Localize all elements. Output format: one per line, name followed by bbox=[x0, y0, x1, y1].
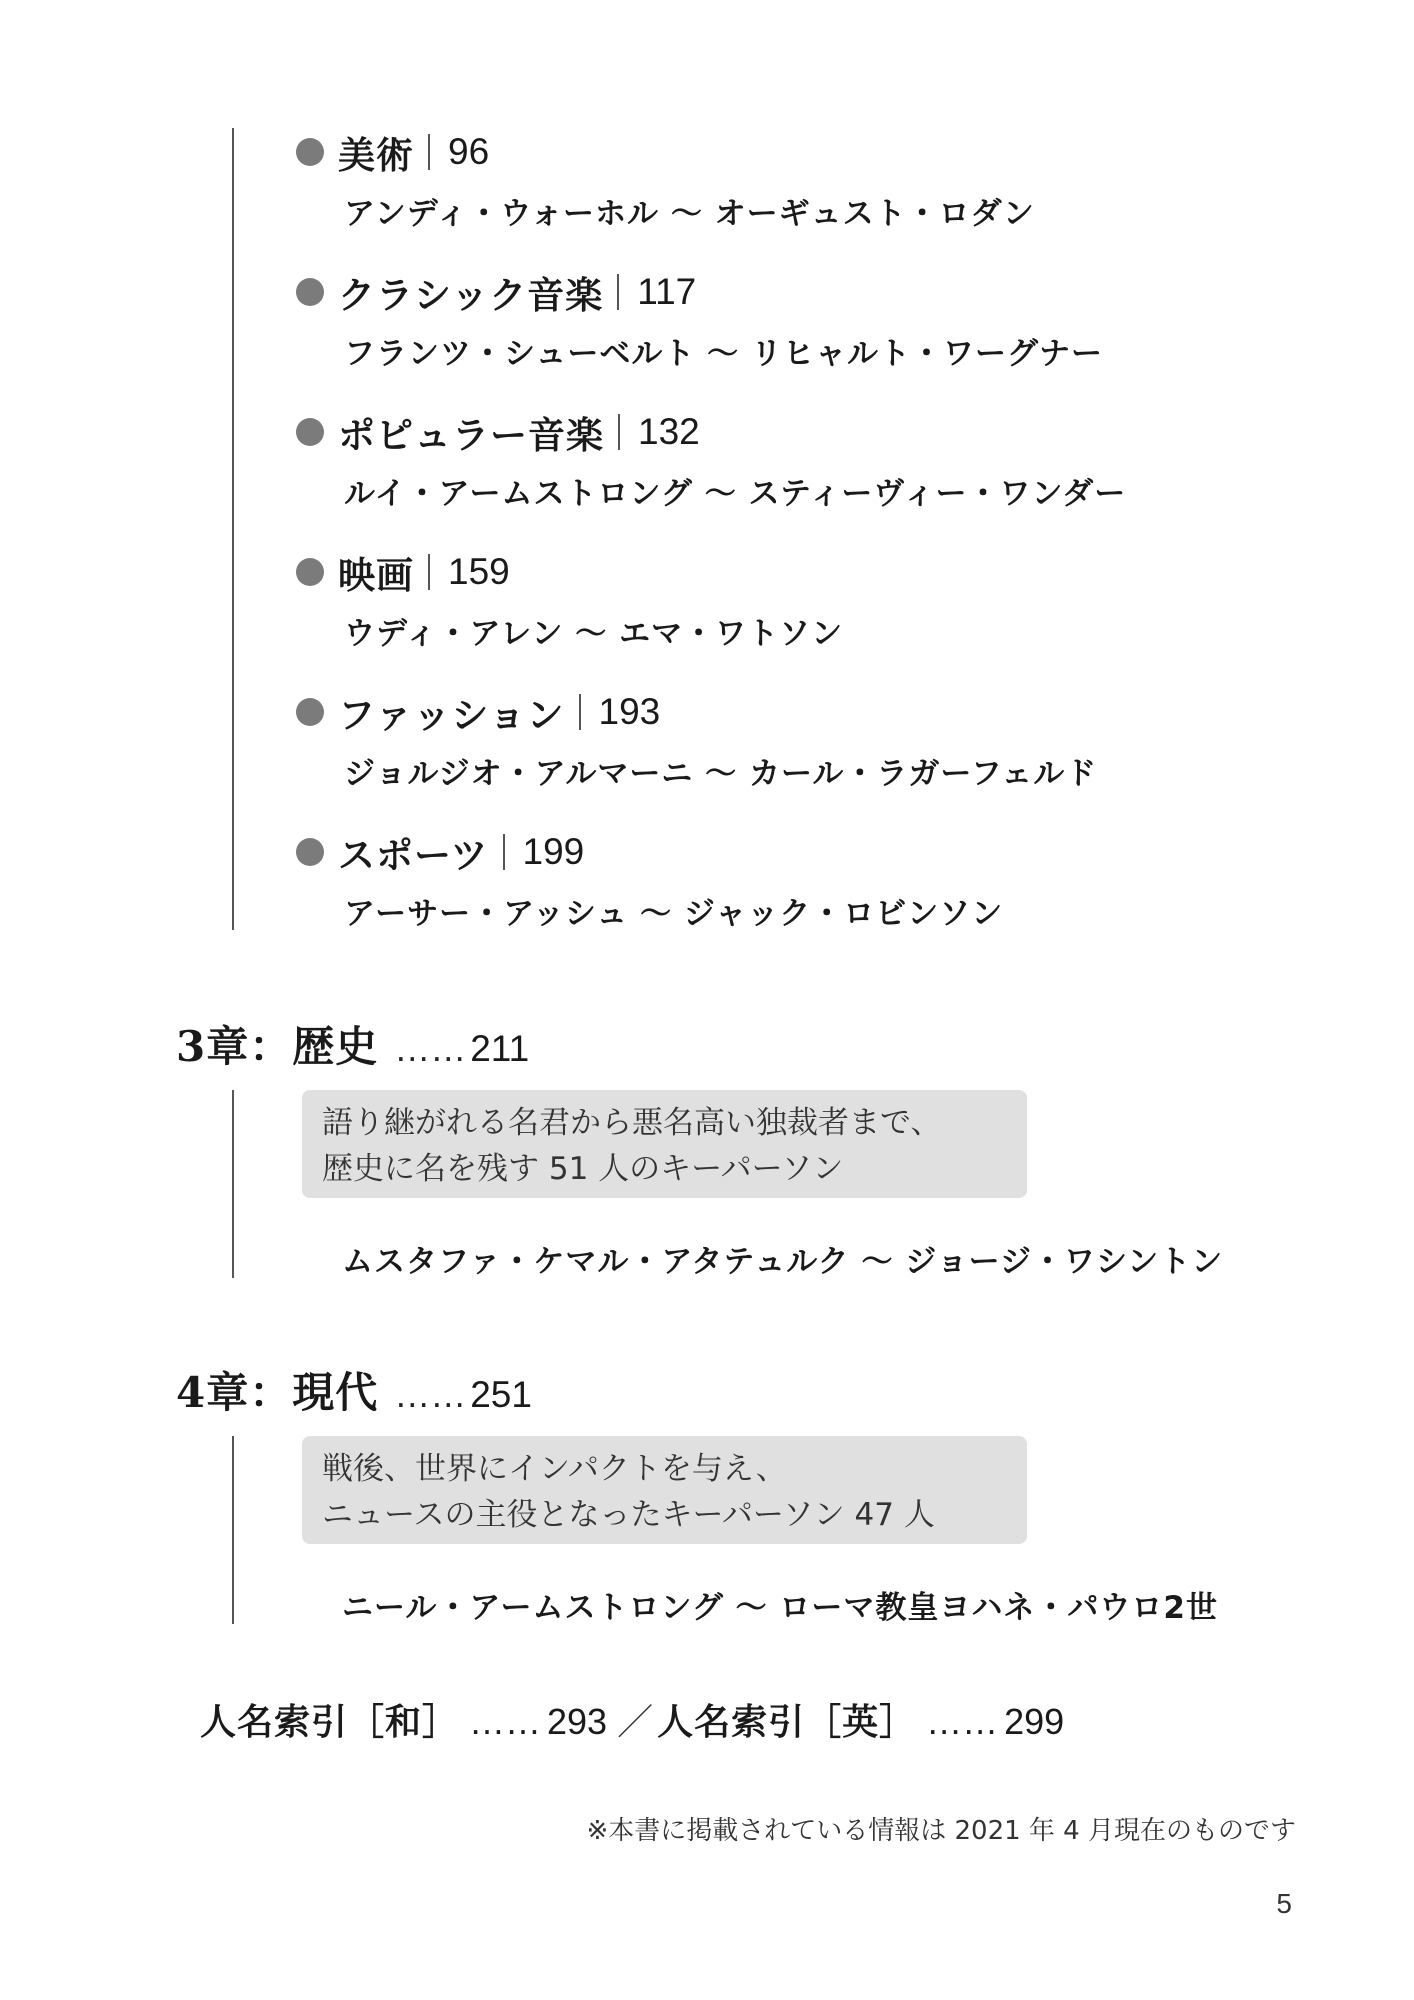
chapter4-description-box bbox=[302, 1436, 1027, 1544]
category-name: 映画 bbox=[338, 554, 414, 597]
category-page: 117 bbox=[637, 271, 697, 312]
category-page: 199 bbox=[522, 831, 585, 872]
name-index-line bbox=[200, 1694, 1064, 1745]
category-heading bbox=[296, 402, 1126, 462]
chapter3-heading bbox=[176, 1014, 529, 1074]
chapter-page: 251 bbox=[470, 1374, 532, 1415]
category-page: 96 bbox=[448, 131, 490, 172]
category-heading bbox=[296, 122, 1035, 182]
toc-category bbox=[296, 682, 1097, 793]
chapter4-range: ニール・アームストロング 〜 ローマ教皇ヨハネ・パウロ2世 bbox=[342, 1590, 1218, 1626]
toc-category bbox=[296, 122, 1035, 233]
vertical-separator bbox=[428, 134, 430, 170]
vertical-separator bbox=[503, 834, 505, 870]
vertical-separator bbox=[579, 694, 581, 730]
chapter-page: 211 bbox=[470, 1028, 530, 1069]
category-heading bbox=[296, 542, 843, 602]
category-page: 132 bbox=[638, 411, 700, 452]
category-page: 159 bbox=[448, 551, 510, 592]
leader-dots: …… bbox=[926, 1701, 999, 1742]
chapter3-vertical-line bbox=[232, 1090, 234, 1278]
toc-category bbox=[296, 262, 1103, 373]
category-range: ルイ・アームストロング 〜 スティーヴィー・ワンダー bbox=[344, 476, 1127, 512]
category-name: ファッション bbox=[338, 694, 565, 737]
category-name: 美術 bbox=[338, 134, 414, 177]
index-separator: ／ bbox=[617, 1702, 654, 1743]
bullet-dot-icon bbox=[296, 558, 324, 586]
toc-category bbox=[296, 402, 1126, 513]
description-line: ニュースの主役となったキーパーソン 47 人 bbox=[322, 1497, 935, 1533]
section-vertical-line bbox=[232, 128, 234, 930]
chapter-title: 3章：歴史 bbox=[176, 1022, 379, 1071]
toc-category bbox=[296, 822, 1003, 933]
bullet-dot-icon bbox=[296, 418, 324, 446]
bullet-dot-icon bbox=[296, 698, 324, 726]
bullet-dot-icon bbox=[296, 838, 324, 866]
category-name: スポーツ bbox=[338, 834, 489, 877]
chapter4-heading bbox=[176, 1360, 532, 1420]
index-en-page: 299 bbox=[1004, 1701, 1065, 1742]
category-heading bbox=[296, 822, 1003, 882]
page-number: 5 bbox=[1276, 1888, 1292, 1919]
category-page: 193 bbox=[598, 691, 661, 732]
bullet-dot-icon bbox=[296, 278, 324, 306]
leader-dots: …… bbox=[469, 1701, 542, 1742]
vertical-separator bbox=[617, 274, 619, 310]
category-range: フランツ・シューベルト 〜 リヒャルト・ワーグナー bbox=[344, 336, 1103, 372]
chapter3-description-box bbox=[302, 1090, 1027, 1198]
leader-dots: …… bbox=[394, 1374, 467, 1415]
description-line: 戦後、世界にインパクトを与え、 bbox=[322, 1451, 787, 1487]
chapter-title: 4章：現代 bbox=[176, 1368, 379, 1417]
footnote: ※本書に掲載されている情報は 2021 年 4 月現在のものです bbox=[586, 1816, 1296, 1846]
category-heading bbox=[296, 682, 1097, 742]
chapter4-vertical-line bbox=[232, 1436, 234, 1624]
category-range: ジョルジオ・アルマーニ 〜 カール・ラガーフェルド bbox=[344, 756, 1098, 792]
description-line: 語り継がれる名君から悪名高い独裁者まで、 bbox=[322, 1105, 942, 1141]
bullet-dot-icon bbox=[296, 138, 324, 166]
category-range: アーサー・アッシュ 〜 ジャック・ロビンソン bbox=[344, 896, 1004, 932]
description-line: 歴史に名を残す 51 人のキーパーソン bbox=[322, 1151, 844, 1187]
index-en-label: 人名索引［英］ bbox=[657, 1702, 917, 1743]
category-range: ウディ・アレン 〜 エマ・ワトソン bbox=[344, 616, 844, 652]
index-ja-label: 人名索引［和］ bbox=[200, 1702, 460, 1743]
vertical-separator bbox=[618, 414, 620, 450]
leader-dots: …… bbox=[394, 1028, 467, 1069]
chapter3-range: ムスタファ・ケマル・アタテュルク 〜 ジョージ・ワシントン bbox=[342, 1244, 1224, 1280]
category-name: ポピュラー音楽 bbox=[338, 414, 604, 457]
toc-category bbox=[296, 542, 843, 653]
category-heading bbox=[296, 262, 1103, 322]
index-ja-page: 293 bbox=[547, 1701, 608, 1742]
category-name: クラシック音楽 bbox=[338, 274, 604, 317]
vertical-separator bbox=[428, 554, 430, 590]
category-range: アンディ・ウォーホル 〜 オーギュスト・ロダン bbox=[344, 196, 1035, 232]
